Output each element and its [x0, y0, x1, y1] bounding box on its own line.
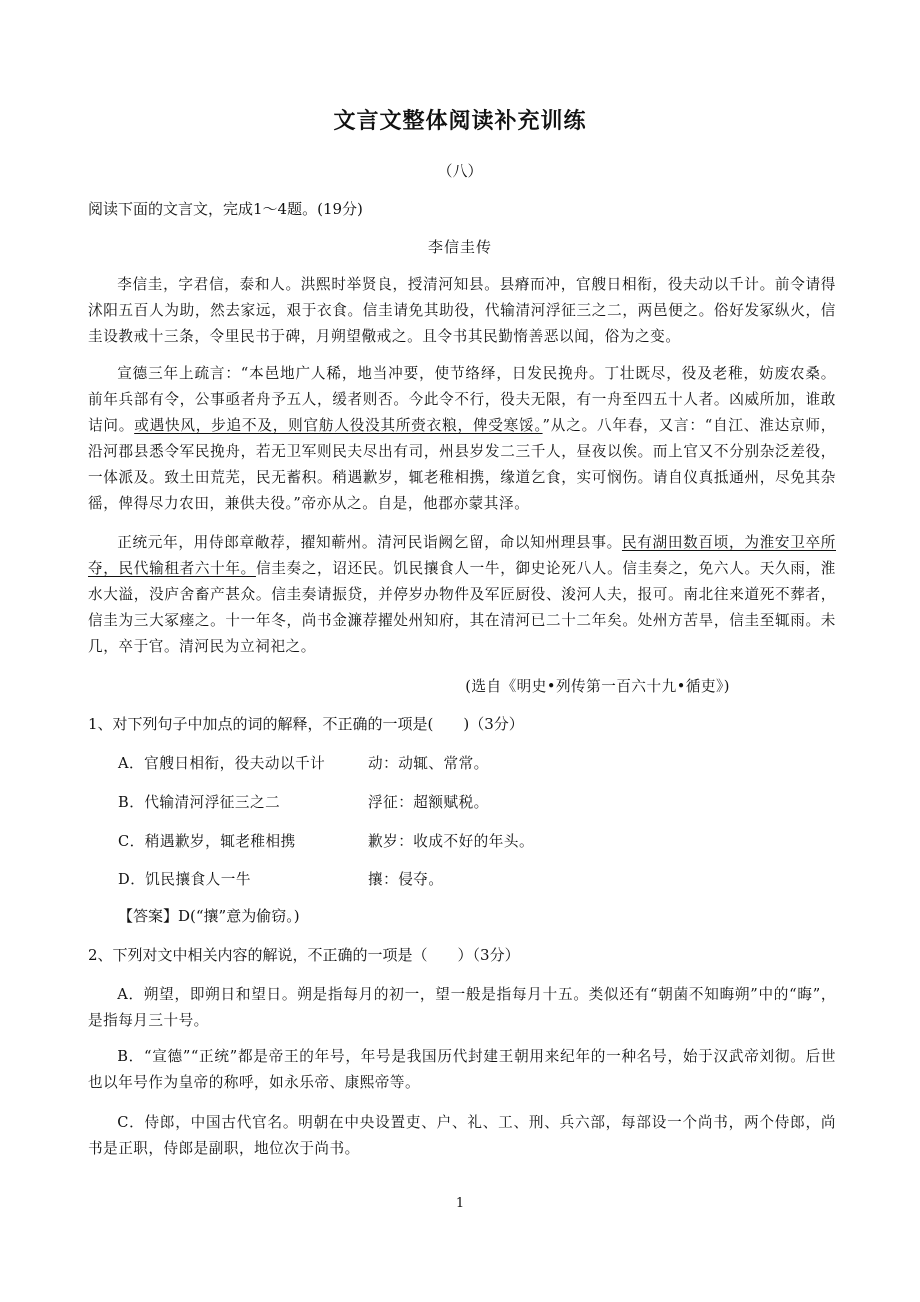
- question-1-option-d: [118, 868, 818, 889]
- source-citation: (选自《明史•列传第一百六十九•循吏》): [465, 678, 730, 695]
- question-1-option-a: [118, 752, 818, 773]
- question-2-option-b: B．“宣德”“正统”都是帝王的年号，年号是我国历代封建王朝用来纪年的一种名号，始于汉武帝刘彻。后世也以年号作为皇帝的称呼，如永乐帝、康熙帝等。: [88, 1048, 836, 1091]
- page-number: 1: [455, 1196, 465, 1211]
- paragraph-2-underlined-sentence: 或遇快风，步追不及，则官舫人役没其所赍衣粮，俾受寒馁。: [134, 417, 543, 434]
- question-1-option-b: [118, 791, 818, 812]
- article-title: 李信圭传: [427, 238, 492, 256]
- option-text: B．代输清河浮征三之二: [118, 794, 281, 811]
- option-explanation: 歉岁：收成不好的年头。: [368, 833, 535, 850]
- question-2-option-a: A．朔望，即朔日和望日。朔是指每月的初一，望一般是指每月十五。类似还有“朝菌不知晦朔”中的“晦”，是指每月三十号。: [88, 986, 836, 1029]
- document-subtitle: （八）: [437, 162, 483, 180]
- option-text: D．饥民攘食人一牛: [118, 871, 251, 888]
- paragraph-3-text-b: 信圭奏之，诏还民。饥民攘食人一牛，御史论死八人。信圭奏之，免六人。天久雨，淮水大溢，没庐舍畜产甚众。信圭奏请振贷，并停岁办物件及军匠厨役、浚河人夫，报可。南北往来道死不葬者，信圭为三大冢瘗之。十一年冬，尚书金濂荐擢处州知府，其在清河已二十二年矣。处州方苦旱，信圭至辄雨。未几，卒于官。清河民为立祠祀之。: [88, 560, 836, 655]
- question-2: 2、下列对文中相关内容的解说，不正确的一项是（ ）（3分）: [88, 946, 520, 964]
- paragraph-2-text-b: ”从之。八年春，又言：“自江、淮达京师，沿河郡县悉令军民挽舟，若无卫军则民夫尽出有司，州县岁发二三千人，昼夜以俟。而上官又不分别杂泛差役，一体派及。致土田荒芜，民无蓄积。稍遇歉岁，辄老稚相携，缘道乞食，实可悯伤。请自仪真抵通州，尽免其杂徭，俾得尽力农田，兼供夫役。”帝亦从之。自是，他郡亦蒙其泽。: [88, 417, 836, 512]
- question-1-answer: 【答案】D(“攘”意为偷窃。): [118, 907, 300, 925]
- question-2-option-c: C．侍郎，中国古代官名。明朝在中央设置吏、户、礼、工、刑、兵六部，每部设一个尚书，两个侍郎，尚书是正职，侍郎是副职，地位次于尚书。: [88, 1114, 836, 1157]
- article-paragraph-1: 李信圭，字君信，泰和人。洪熙时举贤良，授清河知县。县瘠而冲，官艘日相衔，役夫动以千计。前令请得沭阳五百人为助，然去家远，艰于衣食。信圭请免其助役，代输清河浮征三之二，两邑便之。俗好发冢纵火，信圭设教戒十三条，令里民书于碑，月朔望儆戒之。且令书其民勤惰善恶以闻，俗为之变。: [88, 276, 836, 345]
- paragraph-3-underlined-sentence: 民有湖田数百顷，为淮安卫卒所夺，民代输租者六十年。: [88, 534, 836, 577]
- option-explanation: 动：动辄、常常。: [368, 755, 489, 772]
- question-1-option-c: [118, 830, 818, 851]
- document-title: 文言文整体阅读补充训练: [333, 109, 587, 134]
- option-text: A．官艘日相衔，役夫动以千计: [118, 755, 326, 772]
- article-paragraph-2: [88, 361, 836, 517]
- question-1: 1、对下列句子中加点的词的解释，不正确的一项是( )（3分）: [88, 715, 524, 733]
- option-explanation: 攘：侵夺。: [368, 871, 444, 888]
- reading-instructions: 阅读下面的文言文，完成1～4题。(19分): [88, 200, 363, 218]
- paragraph-2-text-a: 宣德三年上疏言：“本邑地广人稀，地当冲要，使节络绎，日发民挽舟。丁壮既尽，役及老稚，妨废农桑。前年兵部有令，公事亟者舟予五人，缓者则否。今此令不行，役夫无限，有一舟至四五十人者。凶威所加，谁敢诘问。: [88, 365, 836, 434]
- option-text: C．稍遇歉岁，辄老稚相携: [118, 833, 296, 850]
- paragraph-3-text-a: 正统元年，用侍郎章敞荐，擢知蕲州。清河民诣阙乞留，命以知州理县事。: [117, 534, 622, 551]
- article-paragraph-3: [88, 530, 836, 660]
- option-explanation: 浮征：超额赋税。: [368, 794, 489, 811]
